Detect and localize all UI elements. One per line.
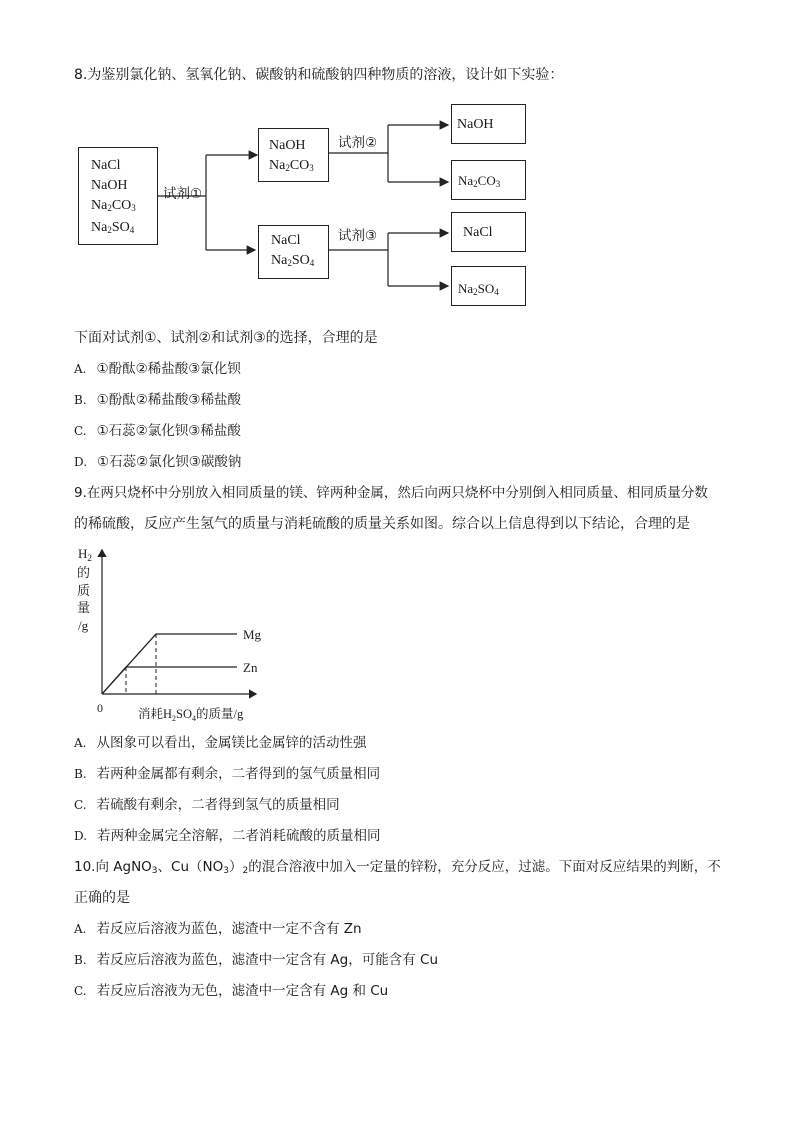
option-label: C. bbox=[74, 424, 87, 438]
option-label: A. bbox=[74, 922, 87, 936]
start-box-line3: $Na_2CO_3$ bbox=[91, 198, 136, 213]
result-box-nacl bbox=[451, 212, 526, 252]
option-label: C. bbox=[74, 984, 87, 998]
start-box bbox=[78, 147, 158, 245]
option-text: 若反应后溶液为无色，滤渣中一定含有 Ag 和 Cu bbox=[96, 983, 389, 999]
q10-stem-line1 bbox=[74, 858, 721, 880]
series-label-zn: Zn bbox=[243, 660, 258, 675]
option-label: D. bbox=[74, 455, 88, 469]
q9-option-d[interactable] bbox=[74, 827, 381, 845]
option-text: 若反应后溶液为蓝色，滤渣中一定不含有 Zn bbox=[96, 921, 362, 937]
result-na2co3-text: $Na_2CO_3$ bbox=[458, 173, 501, 189]
start-box-line2: NaOH bbox=[91, 178, 128, 193]
option-text: 从图象可以看出，金属镁比金属锌的活动性强 bbox=[96, 735, 367, 751]
q10-stem-line2: 正确的是 bbox=[74, 890, 130, 906]
option-text: ①石蕊②氯化钡③碳酸钠 bbox=[97, 454, 242, 470]
lower-box-line1: NaCl bbox=[271, 233, 301, 248]
q10-stem-mid: 、Cu（NO bbox=[157, 859, 224, 875]
reagent-1-label: 试剂① bbox=[163, 186, 203, 202]
option-text: 若硫酸有剩余，二者得到氢气的质量相同 bbox=[96, 797, 340, 813]
result-box-na2so4 bbox=[451, 266, 526, 306]
q10-option-c[interactable] bbox=[74, 982, 388, 1000]
lower-box-line2: $Na_2SO_4$ bbox=[271, 253, 315, 268]
q9-option-c[interactable] bbox=[74, 796, 340, 814]
option-text: ①石蕊②氯化钡③稀盐酸 bbox=[96, 423, 241, 439]
result-box-naoh bbox=[451, 104, 526, 144]
option-label: B. bbox=[74, 393, 87, 407]
q8-question: 下面对试剂①、试剂②和试剂③的选择，合理的是 bbox=[74, 330, 378, 346]
y-axis-label-zhi: 质 bbox=[77, 584, 91, 599]
q9-option-b[interactable] bbox=[74, 765, 380, 783]
upper-box bbox=[258, 128, 329, 182]
q10-sub-1: 3 bbox=[151, 866, 158, 876]
upper-box-line1: NaOH bbox=[269, 138, 306, 153]
option-label: B. bbox=[74, 953, 87, 967]
q10-stem-post: 的混合溶液中加入一定量的锌粉，充分反应，过滤。下面对反应结果的判断，不 bbox=[248, 859, 721, 875]
series-label-mg: Mg bbox=[243, 627, 262, 642]
start-box-line4: $Na_2SO_4$ bbox=[91, 220, 135, 235]
result-box-na2co3 bbox=[451, 160, 526, 200]
q10-option-a[interactable] bbox=[74, 920, 362, 938]
result-na2so4-text: $Na_2SO_4$ bbox=[458, 281, 499, 297]
q10-stem-pre: 10.向 AgNO bbox=[74, 859, 152, 875]
y-axis-label-de: 的 bbox=[77, 566, 91, 581]
start-box-line1: NaCl bbox=[91, 158, 121, 173]
upper-box-line2: $Na_2CO_3$ bbox=[269, 158, 314, 173]
option-label: C. bbox=[74, 798, 87, 812]
q9-stem-line2: 的稀硫酸，反应产生氢气的质量与消耗硫酸的质量关系如图。综合以上信息得到以下结论，合理的是 bbox=[74, 516, 690, 532]
q8-option-b[interactable] bbox=[74, 391, 241, 409]
q10-sub-2: 3 bbox=[223, 866, 229, 876]
q9-stem-line1: 9.在两只烧杯中分别放入相同质量的镁、锌两种金属，然后向两只烧杯中分别倒入相同质量、相同质量分数 bbox=[74, 485, 708, 501]
x-axis-label: 消耗$H_2SO_4$的质量/g bbox=[138, 706, 244, 723]
result-naoh-text: NaOH bbox=[457, 117, 494, 132]
q10-stem-paren: ） bbox=[228, 859, 243, 875]
q8-option-c[interactable] bbox=[74, 422, 241, 440]
origin-label: 0 bbox=[97, 701, 103, 715]
q8-stem: 8.为鉴别氯化钠、氢氧化钠、碳酸钠和硫酸钠四种物质的溶液，设计如下实验： bbox=[74, 67, 564, 83]
option-text: 若两种金属完全溶解，二者消耗硫酸的质量相同 bbox=[97, 828, 381, 844]
option-label: D. bbox=[74, 829, 88, 843]
series-line-mg bbox=[102, 634, 237, 694]
option-label: B. bbox=[74, 767, 87, 781]
option-text: 若两种金属都有剩余，二者得到的氢气质量相同 bbox=[96, 766, 381, 782]
y-axis-label-liang: 量 bbox=[77, 601, 91, 616]
q9-option-a[interactable] bbox=[74, 734, 366, 752]
option-label: A. bbox=[74, 736, 87, 750]
q9-hydrogen-chart bbox=[70, 540, 370, 725]
q8-option-a[interactable] bbox=[74, 360, 241, 378]
option-text: 若反应后溶液为蓝色，滤渣中一定含有 Ag，可能含有 Cu bbox=[96, 952, 439, 968]
y-axis-label-unit: /g bbox=[78, 618, 89, 633]
y-axis-label-h2: $H_2$ bbox=[78, 546, 92, 563]
lower-box bbox=[258, 225, 329, 279]
q10-option-b[interactable] bbox=[74, 951, 438, 969]
option-label: A. bbox=[74, 362, 87, 376]
reagent-3-label: 试剂③ bbox=[338, 228, 378, 244]
option-text: ①酚酞②稀盐酸③氯化钡 bbox=[96, 361, 241, 377]
option-text: ①酚酞②稀盐酸③稀盐酸 bbox=[96, 392, 241, 408]
q10-sub-3: 2 bbox=[242, 866, 249, 876]
reagent-2-label: 试剂② bbox=[338, 135, 378, 151]
result-nacl-text: NaCl bbox=[463, 225, 493, 240]
series-line-zn bbox=[102, 667, 237, 694]
q8-option-d[interactable] bbox=[74, 453, 241, 471]
